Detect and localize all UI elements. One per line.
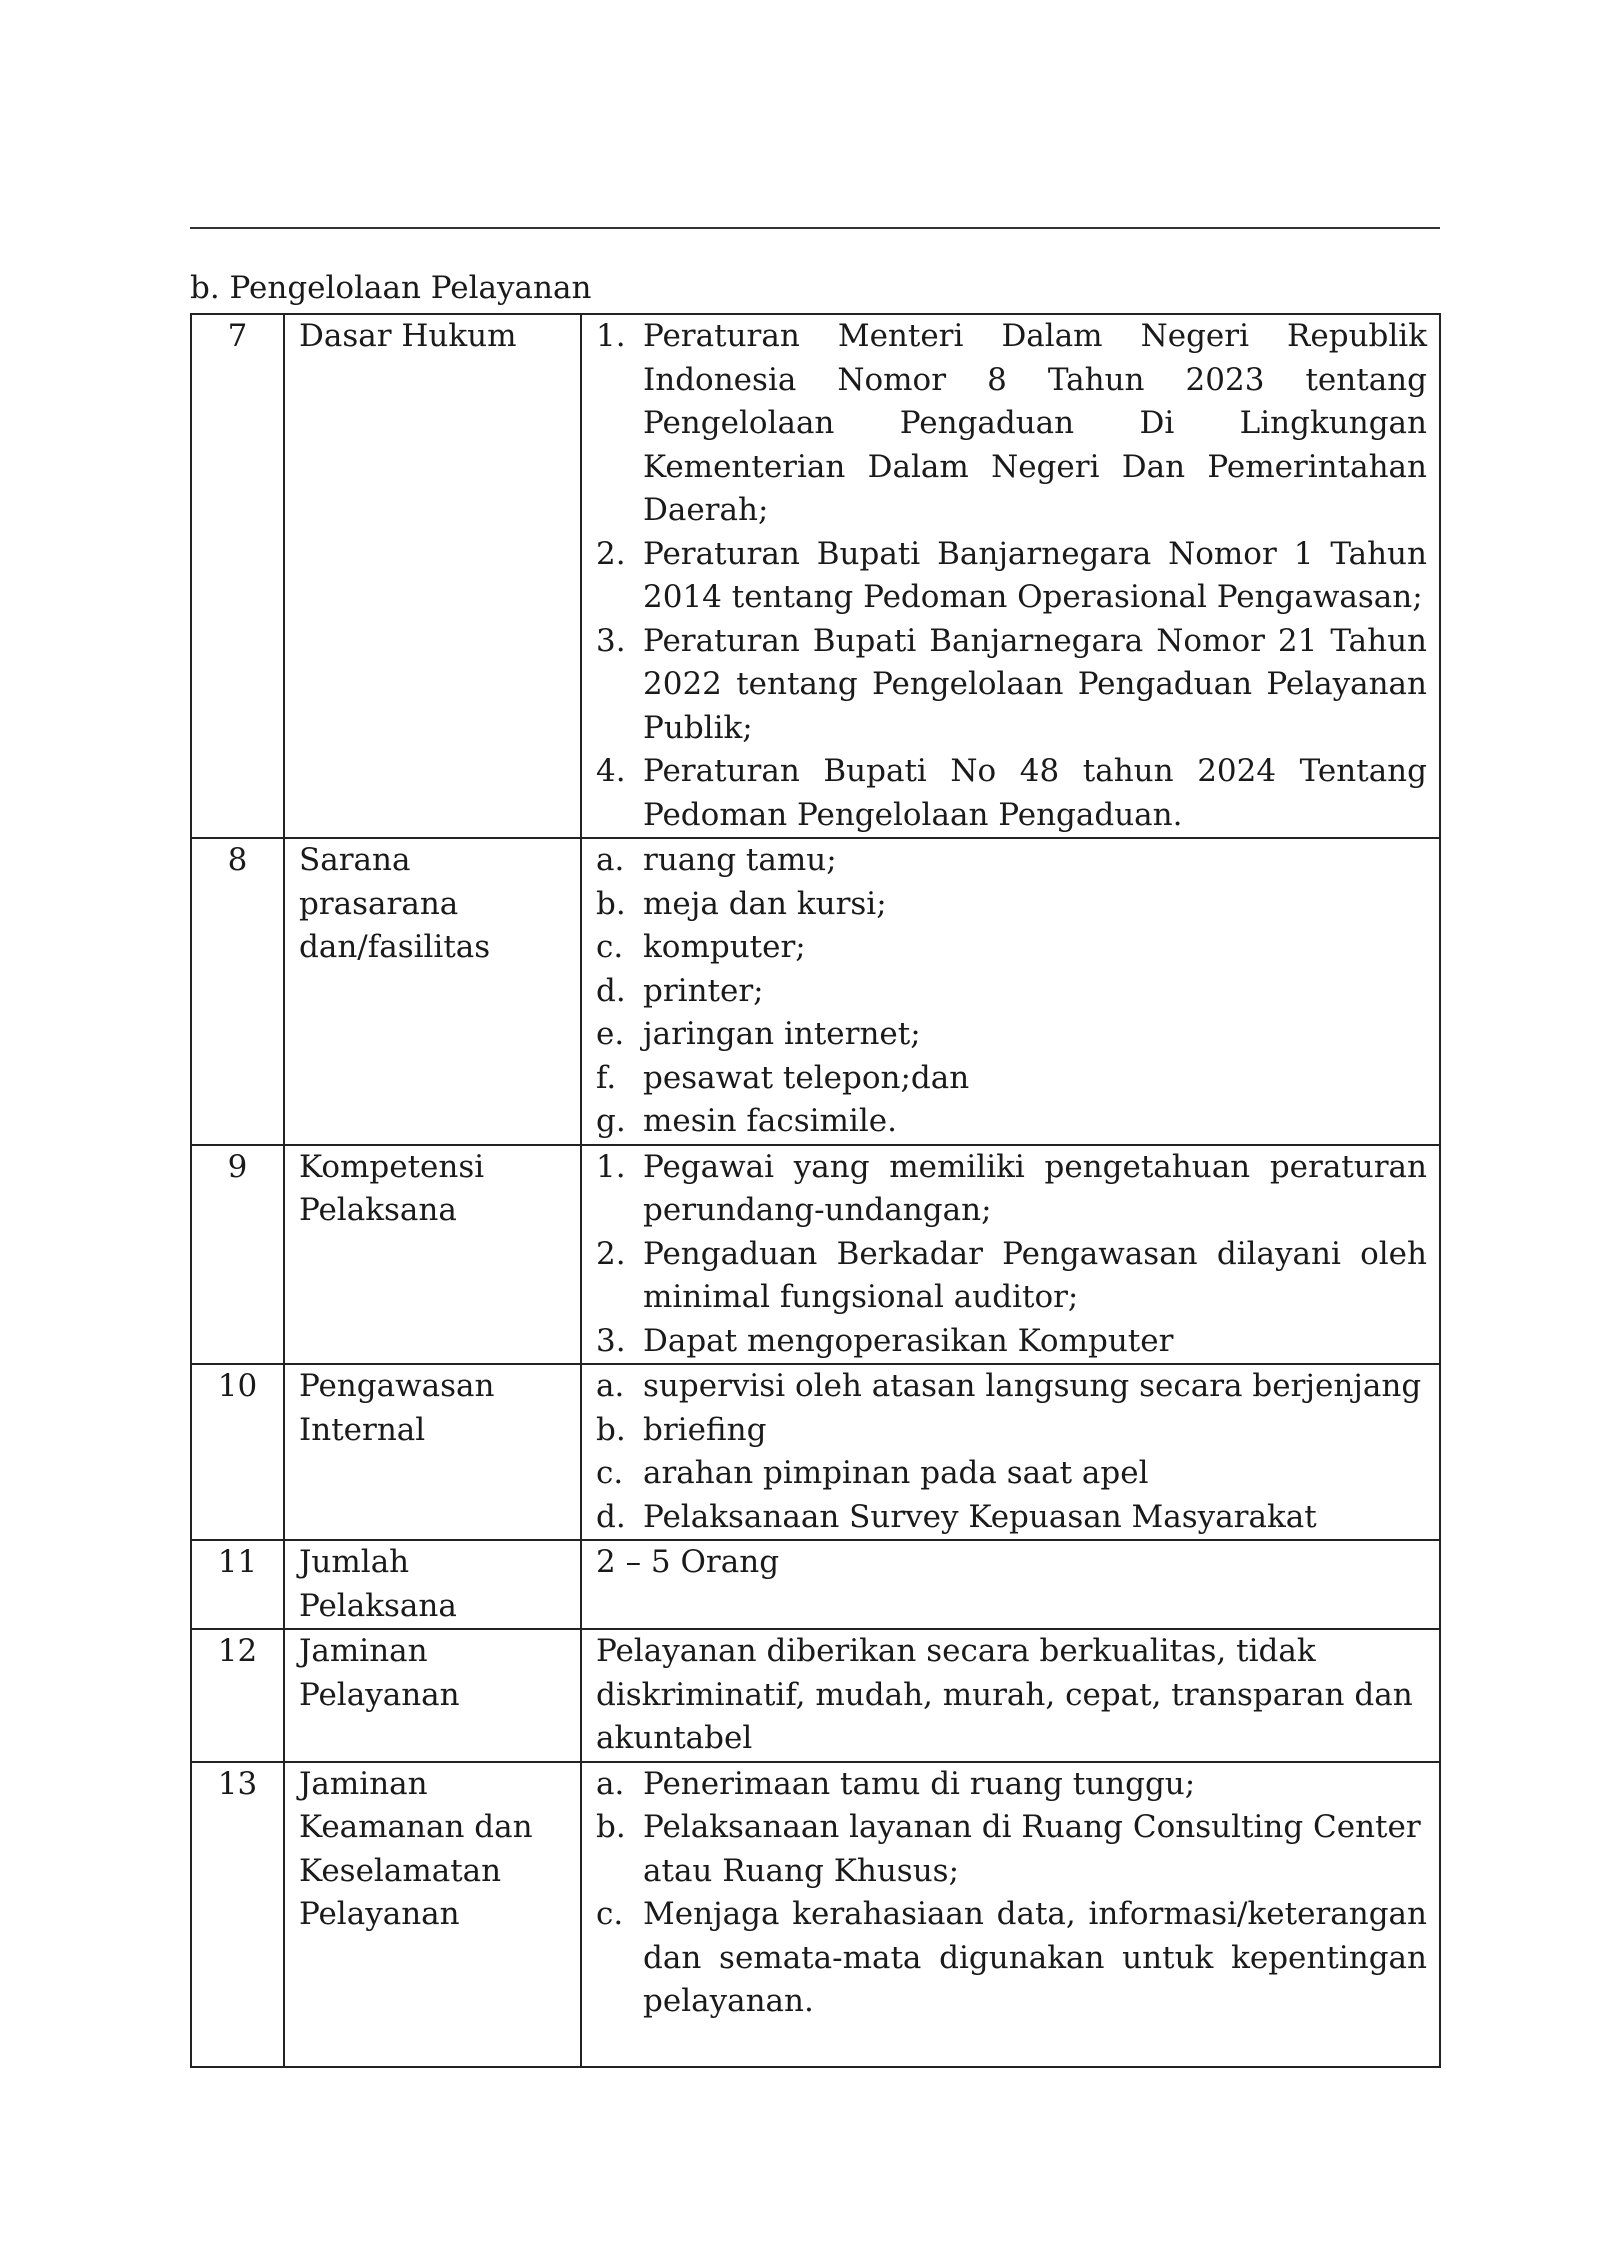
row-label: Jaminan Pelayanan <box>284 1629 581 1762</box>
table-row <box>191 1145 1440 1365</box>
list-item-text: briefing <box>643 1411 767 1448</box>
internal-supervision-list <box>596 1365 1427 1539</box>
list-item-text: meja dan kursi; <box>643 885 887 922</box>
row-content-text: Pelayanan diberikan secara berkualitas, tidak diskriminatif, mudah, murah, cepat, transparan dan akuntabel <box>596 1633 1413 1756</box>
header-rule <box>190 227 1440 229</box>
row-content <box>581 1364 1440 1540</box>
list-item <box>596 1146 1427 1233</box>
row-label: Pengawasan Internal <box>284 1364 581 1540</box>
list-item <box>596 1013 1427 1057</box>
list-marker: a. <box>596 842 625 878</box>
list-item <box>596 1320 1427 1364</box>
row-label: Sarana prasarana dan/fasilitas <box>284 838 581 1145</box>
table-row <box>191 1762 1440 2067</box>
table-row <box>191 314 1440 838</box>
list-item <box>596 1409 1427 1453</box>
list-marker: g. <box>596 1103 626 1139</box>
row-content <box>581 314 1440 838</box>
list-marker: 4. <box>596 753 626 789</box>
list-marker: c. <box>596 929 624 965</box>
list-item <box>596 750 1427 837</box>
row-content <box>581 838 1440 1145</box>
list-item-text: Peraturan Menteri Dalam Negeri Republik Indonesia Nomor 8 Tahun 2023 tentang Pengelolaan Pengaduan Di Lingkungan Kementerian Dalam Negeri Dan Pemerintahan Daerah; <box>643 318 1427 528</box>
row-label: Jaminan Keamanan dan Keselamatan Pelayanan <box>284 1762 581 2067</box>
table-row <box>191 1540 1440 1629</box>
list-item-text: Pengaduan Berkadar Pengawasan dilayani oleh minimal fungsional auditor; <box>643 1235 1427 1315</box>
table-row <box>191 1364 1440 1540</box>
list-marker: a. <box>596 1368 625 1404</box>
list-item-text: Peraturan Bupati Banjarnegara Nomor 21 Tahun 2022 tentang Pengelolaan Pengaduan Pelayanan Publik; <box>643 622 1427 746</box>
row-content <box>581 1629 1440 1762</box>
row-number: 10 <box>191 1364 284 1540</box>
list-item-text: Pelaksanaan layanan di Ruang Consulting Center atau Ruang Khusus; <box>643 1809 1421 1889</box>
list-item-text: Pelaksanaan Survey Kepuasan Masyarakat <box>643 1498 1317 1535</box>
row-number: 7 <box>191 314 284 838</box>
list-marker: 1. <box>596 1148 626 1185</box>
list-marker: 1. <box>596 318 626 354</box>
list-item <box>596 1233 1427 1320</box>
list-item <box>596 970 1427 1014</box>
row-number: 13 <box>191 1762 284 2067</box>
row-content <box>581 1145 1440 1365</box>
list-item-text: komputer; <box>643 929 806 965</box>
list-item <box>596 533 1427 620</box>
list-item-text: ruang tamu; <box>643 842 837 878</box>
list-item <box>596 883 1427 927</box>
list-item-text: arahan pimpinan pada saat apel <box>643 1455 1149 1491</box>
row-label: Dasar Hukum <box>284 314 581 838</box>
list-item-text: Penerimaan tamu di ruang tunggu; <box>643 1765 1196 1802</box>
list-marker: d. <box>596 972 626 1009</box>
row-number: 8 <box>191 838 284 1145</box>
list-item <box>596 1496 1427 1540</box>
row-content <box>581 1540 1440 1629</box>
row-number: 11 <box>191 1540 284 1629</box>
legal-basis-list <box>596 315 1427 837</box>
list-marker: 2. <box>596 535 626 572</box>
list-item-text: pesawat telepon;dan <box>643 1059 970 1096</box>
row-content <box>581 1762 1440 2067</box>
security-safety-list <box>596 1763 1427 2024</box>
list-item <box>596 1452 1427 1496</box>
list-marker: b. <box>596 885 626 922</box>
list-marker: a. <box>596 1765 625 1802</box>
list-item <box>596 315 1427 533</box>
list-item-text: Pegawai yang memiliki pengetahuan peraturan perundang-undangan; <box>643 1148 1427 1228</box>
list-marker: c. <box>596 1455 624 1491</box>
list-item-text: supervisi oleh atasan langsung secara berjenjang <box>643 1368 1422 1404</box>
list-item-text: Menjaga kerahasiaan data, informasi/keterangan dan semata-mata digunakan untuk kepentingan pelayanan. <box>643 1896 1427 2019</box>
list-marker: 3. <box>596 1322 626 1359</box>
row-number: 12 <box>191 1629 284 1762</box>
list-item <box>596 1057 1427 1101</box>
list-item <box>596 1806 1427 1893</box>
list-item <box>596 839 1427 883</box>
row-content-text: 2 – 5 Orang <box>596 1544 780 1580</box>
list-marker: 3. <box>596 622 626 659</box>
list-item-text: mesin facsimile. <box>643 1103 897 1139</box>
list-item-text: jaringan internet; <box>643 1016 921 1052</box>
facilities-list <box>596 839 1427 1144</box>
competency-list <box>596 1146 1427 1364</box>
list-item <box>596 1893 1427 2024</box>
list-item <box>596 1365 1427 1409</box>
row-number: 9 <box>191 1145 284 1365</box>
list-marker: 2. <box>596 1235 626 1272</box>
list-item <box>596 926 1427 970</box>
table-row <box>191 1629 1440 1762</box>
list-marker: e. <box>596 1016 625 1052</box>
list-item-text: Peraturan Bupati No 48 tahun 2024 Tentang Pedoman Pengelolaan Pengaduan. <box>643 753 1427 833</box>
list-marker: b. <box>596 1809 626 1845</box>
list-marker: f. <box>596 1059 617 1096</box>
list-marker: b. <box>596 1411 626 1448</box>
list-item-text: Peraturan Bupati Banjarnegara Nomor 1 Tahun 2014 tentang Pedoman Operasional Pengawasan; <box>643 535 1427 615</box>
service-management-table <box>190 313 1441 2068</box>
section-title: b. Pengelolaan Pelayanan <box>190 270 592 306</box>
list-marker: d. <box>596 1498 626 1535</box>
list-item-text: printer; <box>643 972 764 1009</box>
table-row <box>191 838 1440 1145</box>
list-item <box>596 620 1427 751</box>
row-label: Jumlah Pelaksana <box>284 1540 581 1629</box>
list-item <box>596 1763 1427 1807</box>
row-label: Kompetensi Pelaksana <box>284 1145 581 1365</box>
list-item <box>596 1100 1427 1144</box>
list-item-text: Dapat mengoperasikan Komputer <box>643 1322 1174 1359</box>
list-marker: c. <box>596 1896 624 1932</box>
